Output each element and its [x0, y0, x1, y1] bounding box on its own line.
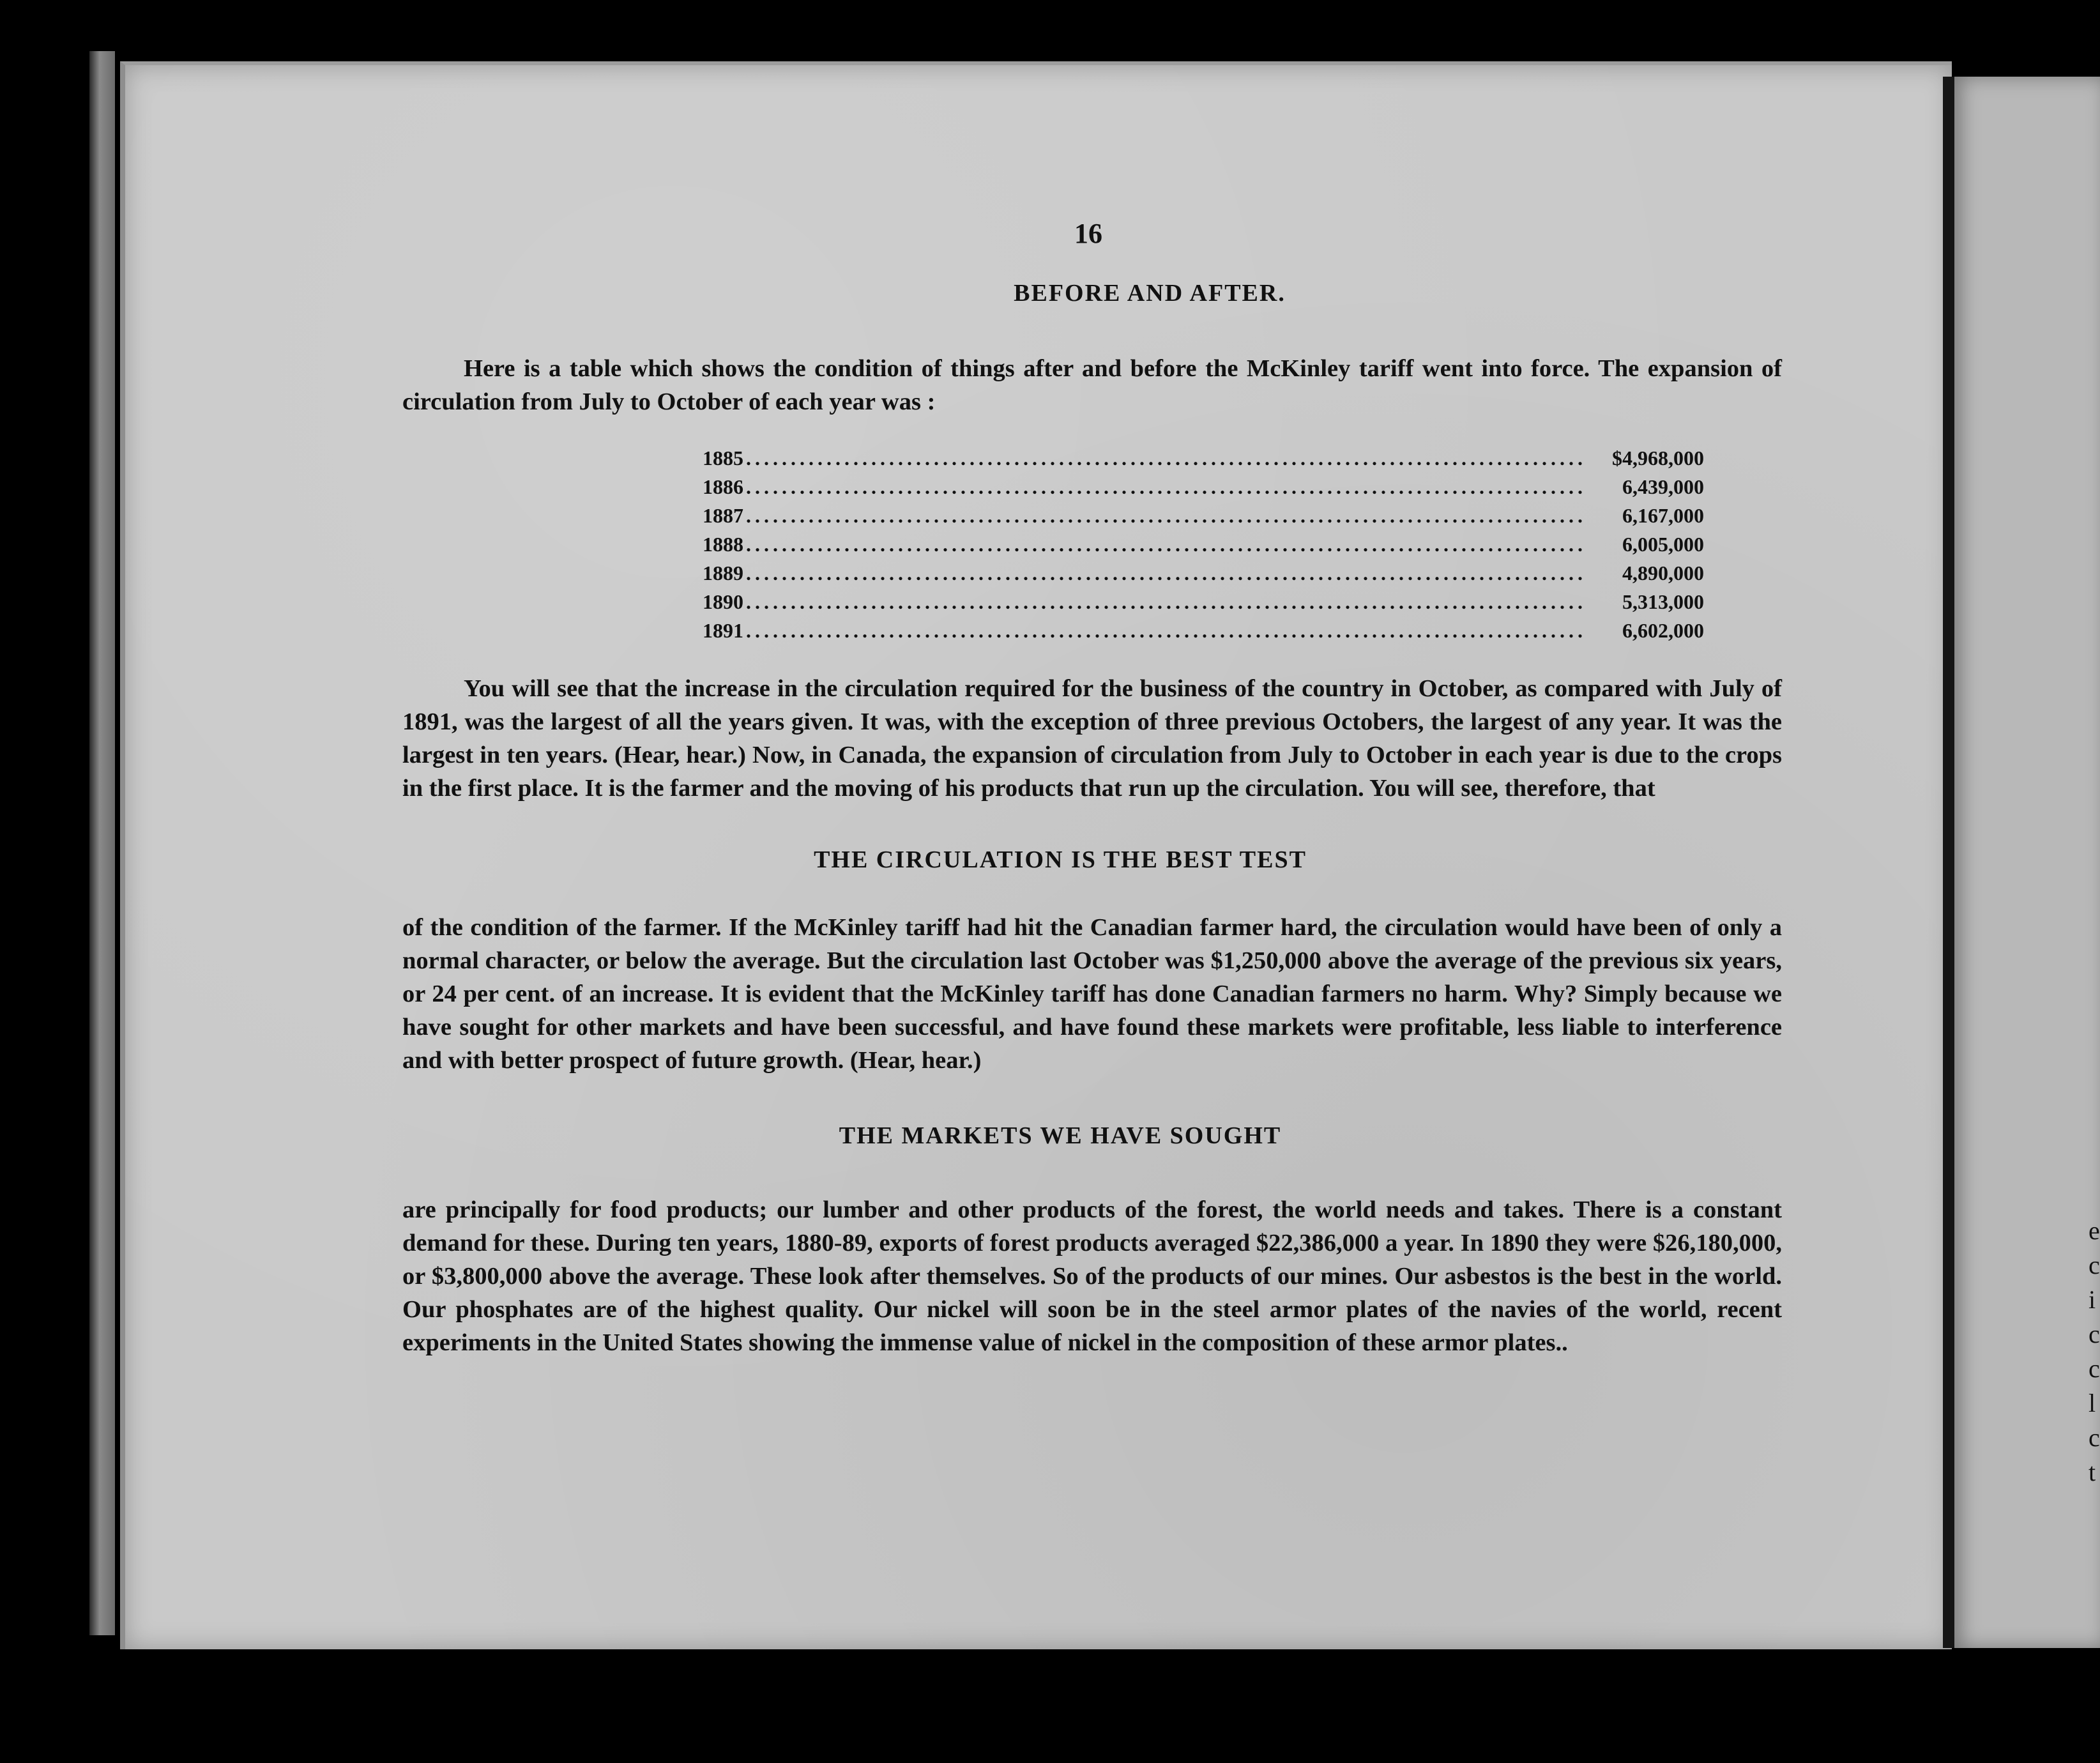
dot-leader: .............................................................................................. [746, 533, 1586, 556]
page-number: 16 [1074, 218, 1102, 249]
table-amount: 6,005,000 [1622, 533, 1704, 556]
facing-page-letter: c [2089, 1251, 2100, 1279]
table-amount: 5,313,000 [1622, 590, 1704, 613]
table-amount: 4,890,000 [1622, 561, 1704, 584]
dot-leader: .............................................................................................. [746, 504, 1586, 527]
section-heading-circulation: THE CIRCULATION IS THE BEST TEST [814, 846, 1307, 873]
page-content [402, 217, 1782, 1359]
paragraph-intro: Here is a table which shows the condition of things after and before the McKinley tariff went into force. The expansion of circulation from July to October of each year was : [402, 355, 1782, 415]
table-year: 1885 [703, 446, 743, 469]
facing-page-letter: e [2089, 1216, 2100, 1245]
dot-leader: .............................................................................................. [746, 590, 1586, 613]
facing-page-letter: i [2089, 1285, 2096, 1314]
table-row [703, 473, 1704, 501]
section-heading-markets: THE MARKETS WE HAVE SOUGHT [839, 1122, 1282, 1149]
table-year: 1886 [703, 475, 743, 498]
facing-page-letter: c [2089, 1354, 2100, 1383]
book-gutter [1943, 77, 1954, 1648]
paragraph-farmer-condition: of the condition of the farmer. If the McKinley tariff had hit the Canadian farmer hard, the circulation would have been of only a normal character, or below the average. But the circulation last October was $1,250,000 above the average of the previous six years, or 24 per cent. of an increase. It is evident that the McKinley tariff has done Canadian farmers no harm. Why? Simply because we have sought for other markets and have been successful, and have found these markets were profitable, less liable to interference and with better prospect of future growth. (Hear, hear.) [402, 914, 1782, 1074]
table-year: 1888 [703, 533, 743, 556]
table-amount: 6,167,000 [1622, 504, 1704, 527]
section-heading-before-and-after: BEFORE AND AFTER. [1014, 280, 1286, 307]
facing-page [1954, 77, 2100, 1648]
table-row [703, 444, 1704, 473]
table-row [703, 559, 1704, 588]
table-row [703, 530, 1704, 559]
facing-page-letter: l [2089, 1389, 2096, 1417]
table-amount: 6,602,000 [1622, 619, 1704, 642]
table-year: 1891 [703, 619, 743, 642]
facing-page-letter: c [2089, 1423, 2100, 1452]
table-row [703, 616, 1704, 645]
dot-leader: .............................................................................................. [746, 446, 1586, 469]
table-year: 1887 [703, 504, 743, 527]
dot-leader: .............................................................................................. [746, 475, 1586, 498]
facing-page-letter: t [2089, 1458, 2096, 1486]
facing-page-text-fragments [2089, 1214, 2100, 1490]
paragraph-markets: are principally for food products; our lumber and other products of the forest, the world needs and takes. There is a constant demand for these. During ten years, 1880-89, exports of forest products averaged $22,386,000 a year. In 1890 they were $26,180,000, or $3,800,000 above the average. These look after themselves. So of the products of our mines. Our asbestos is the best in the world. Our phosphates are of the highest quality. Our nickel will soon be in the steel armor plates of the navies of the world, recent experiments in the United States showing the immense value of nickel in the composition of these armor plates.. [402, 1196, 1782, 1356]
circulation-table [703, 444, 1704, 645]
table-year: 1889 [703, 561, 743, 584]
page-stack-edge [89, 51, 115, 1635]
dot-leader: .............................................................................................. [746, 619, 1586, 642]
table-amount: 6,439,000 [1622, 475, 1704, 498]
table-amount: $4,968,000 [1612, 446, 1704, 469]
table-row [703, 588, 1704, 616]
facing-page-letter: c [2089, 1320, 2100, 1348]
dot-leader: .............................................................................................. [746, 561, 1586, 584]
table-row [703, 501, 1704, 530]
paragraph-circulation-comparison: You will see that the increase in the circulation required for the business of the country in October, as compared with July of 1891, was the largest of all the years given. It was, with the exception of three previous Octobers, the largest of any year. It was the largest in ten years. (Hear, hear.) Now, in Canada, the expansion of circulation from July to October in each year is due to the crops in the first place. It is the farmer and the moving of his products that run up the circulation. You will see, therefore, that [402, 675, 1782, 802]
table-year: 1890 [703, 590, 743, 613]
